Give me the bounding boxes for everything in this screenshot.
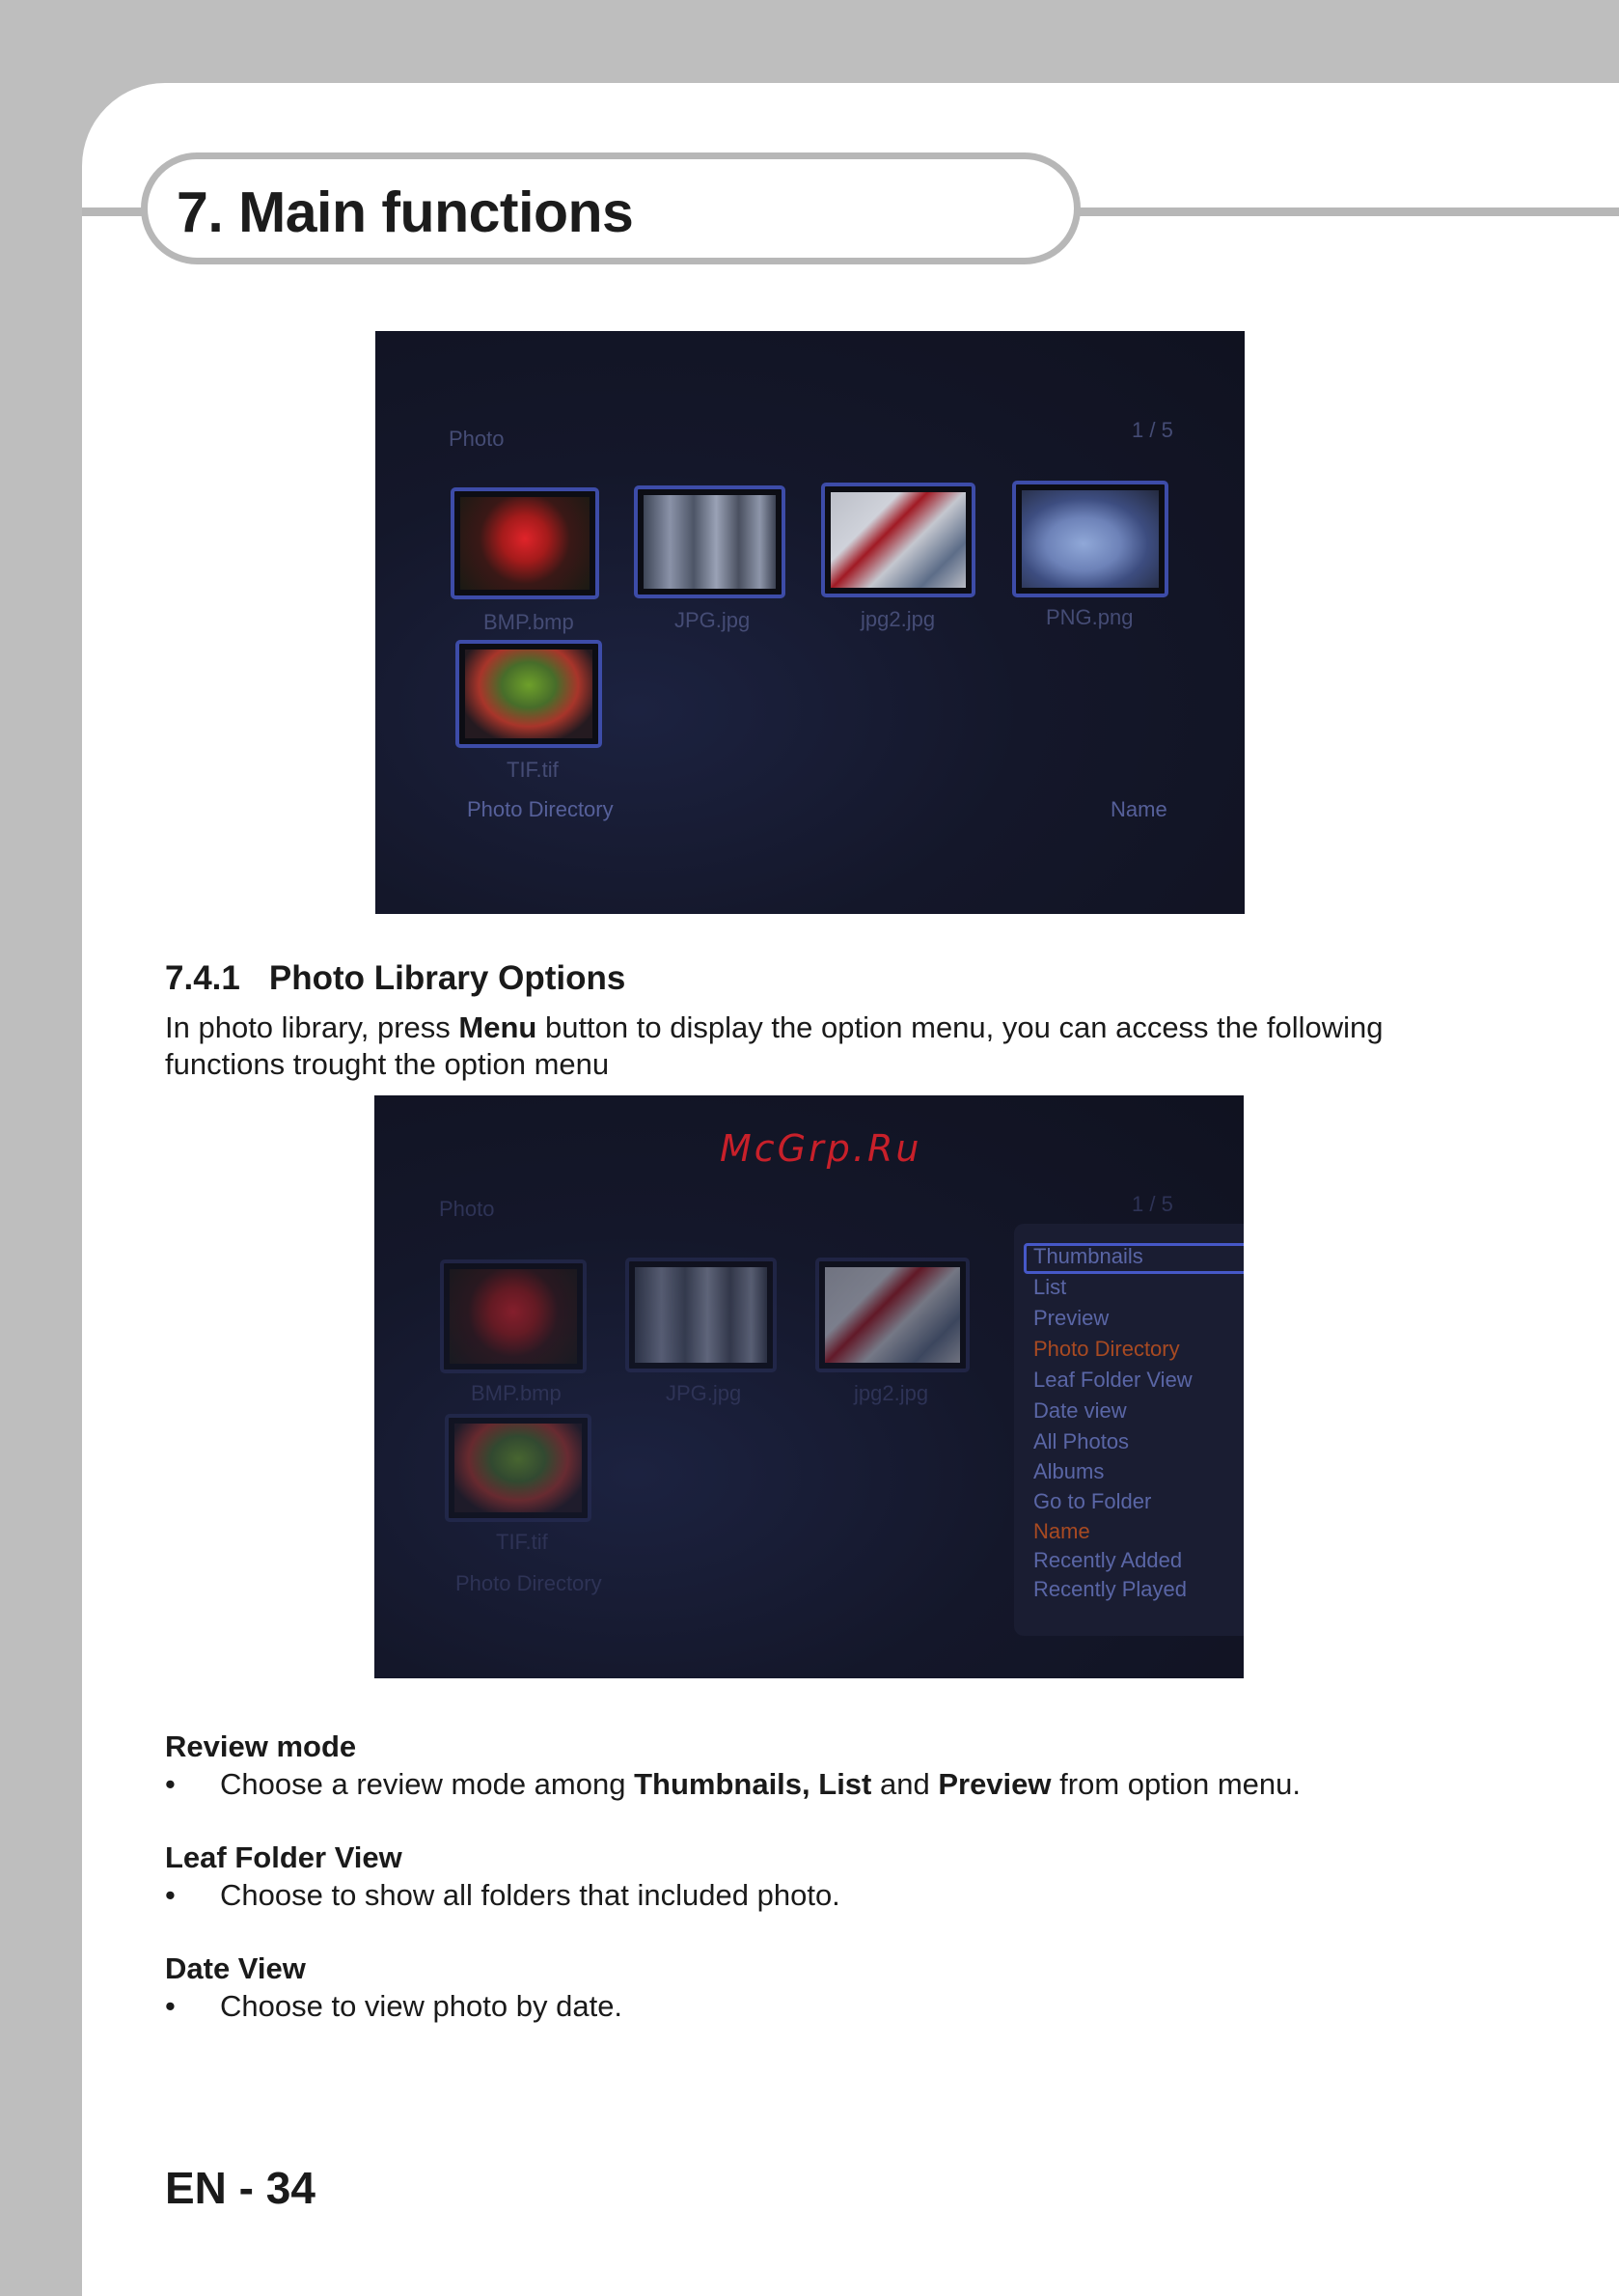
menu-item-go-to-folder[interactable]: Go to Folder xyxy=(1033,1489,1152,1513)
bullet-text: Choose a review mode among xyxy=(220,1767,635,1801)
wine-glass-photo-icon xyxy=(825,1267,960,1363)
section-number: 7.4.1 xyxy=(165,959,240,997)
thumbnail-label: JPG.jpg xyxy=(674,608,751,632)
portrait-photo-icon xyxy=(454,1424,582,1512)
fashion-photo-icon xyxy=(644,495,776,589)
thumbnail-tif[interactable] xyxy=(455,640,602,748)
menu-item-leaf-folder-view[interactable]: Leaf Folder View xyxy=(1033,1368,1193,1392)
portrait-photo-icon xyxy=(465,650,592,738)
tv-page-counter: 1 / 5 xyxy=(1132,418,1173,442)
thumbnail-png[interactable] xyxy=(1012,481,1168,597)
bullet-text: Choose to show all folders that included photo. xyxy=(220,1878,840,1912)
date-view-heading: Date View xyxy=(165,1951,306,1985)
tv-footer-left: Photo Directory xyxy=(467,797,614,821)
intro-bold: Menu xyxy=(458,1010,537,1044)
section-title: Photo Library Options xyxy=(268,959,626,997)
date-view-bullet xyxy=(165,1989,622,2024)
thumbnail-label: jpg2.jpg xyxy=(861,607,936,631)
bullet-text: Choose to view photo by date. xyxy=(220,1989,623,2023)
thumbnail-jpg2[interactable] xyxy=(815,1258,970,1372)
tv-page-counter: 1 / 5 xyxy=(1132,1192,1173,1216)
bullet-symbol: • xyxy=(165,1989,176,2023)
intro-paragraph xyxy=(165,1010,1477,1083)
thumbnail-label: JPG.jpg xyxy=(666,1381,742,1405)
flower-photo-icon xyxy=(450,1269,577,1364)
review-mode-bullet xyxy=(165,1767,1301,1802)
bullet-bold: Thumbnails, List xyxy=(634,1767,872,1801)
bullet-symbol: • xyxy=(165,1767,176,1801)
tv-heading: Photo xyxy=(439,1197,495,1221)
thumbnail-label: TIF.tif xyxy=(496,1530,548,1554)
tv-footer-left: Photo Directory xyxy=(455,1571,602,1595)
page-number: EN - 34 xyxy=(165,2163,316,2213)
tv-heading: Photo xyxy=(449,427,505,451)
leaf-folder-heading: Leaf Folder View xyxy=(165,1840,402,1874)
bullet-text: and xyxy=(871,1767,939,1801)
thumbnail-jpg[interactable] xyxy=(634,485,785,598)
thumbnail-jpg2[interactable] xyxy=(821,483,975,597)
watermark: McGrp.Ru xyxy=(720,1127,922,1170)
menu-item-preview[interactable]: Preview xyxy=(1033,1306,1110,1330)
menu-item-albums[interactable]: Albums xyxy=(1033,1459,1105,1483)
wine-glass-photo-icon xyxy=(831,492,966,588)
thumbnail-jpg[interactable] xyxy=(625,1258,777,1372)
bullet-bold: Preview xyxy=(938,1767,1052,1801)
section-heading xyxy=(165,959,625,998)
photo-library-screenshot xyxy=(375,331,1245,914)
thumbnail-tif[interactable] xyxy=(445,1414,591,1522)
leaf-folder-bullet xyxy=(165,1878,840,1913)
menu-item-thumbnails[interactable]: Thumbnails xyxy=(1033,1244,1143,1268)
tv-footer-right: Name xyxy=(1111,797,1167,821)
device-photo-icon xyxy=(1022,490,1159,588)
menu-item-all-photos[interactable]: All Photos xyxy=(1033,1429,1130,1453)
page-title: 7. Main functions xyxy=(177,180,634,244)
menu-item-list[interactable]: List xyxy=(1033,1275,1067,1299)
thumbnail-label: jpg2.jpg xyxy=(854,1381,929,1405)
option-menu xyxy=(1014,1224,1244,1636)
thumbnail-label: BMP.bmp xyxy=(471,1381,562,1405)
bullet-symbol: • xyxy=(165,1878,176,1912)
fashion-photo-icon xyxy=(635,1267,767,1363)
thumbnail-label: BMP.bmp xyxy=(483,610,574,634)
option-menu-screenshot xyxy=(374,1095,1244,1678)
intro-text: In photo library, press xyxy=(165,1010,459,1044)
thumbnail-bmp[interactable] xyxy=(440,1259,587,1373)
thumbnail-label: PNG.png xyxy=(1046,605,1134,629)
menu-item-photo-directory[interactable]: Photo Directory xyxy=(1033,1337,1180,1361)
thumbnail-bmp[interactable] xyxy=(451,487,599,599)
flower-photo-icon xyxy=(460,497,590,590)
menu-item-recently-played[interactable]: Recently Played xyxy=(1033,1577,1187,1601)
intro-text-end: button to display the option menu, you can access the following functions trought the option menu xyxy=(165,1010,1384,1081)
menu-item-name[interactable]: Name xyxy=(1033,1519,1090,1543)
menu-item-date-view[interactable]: Date view xyxy=(1033,1398,1127,1423)
review-mode-heading: Review mode xyxy=(165,1729,357,1763)
thumbnail-label: TIF.tif xyxy=(507,758,559,782)
menu-item-recently-added[interactable]: Recently Added xyxy=(1033,1548,1183,1572)
bullet-text: from option menu. xyxy=(1051,1767,1301,1801)
